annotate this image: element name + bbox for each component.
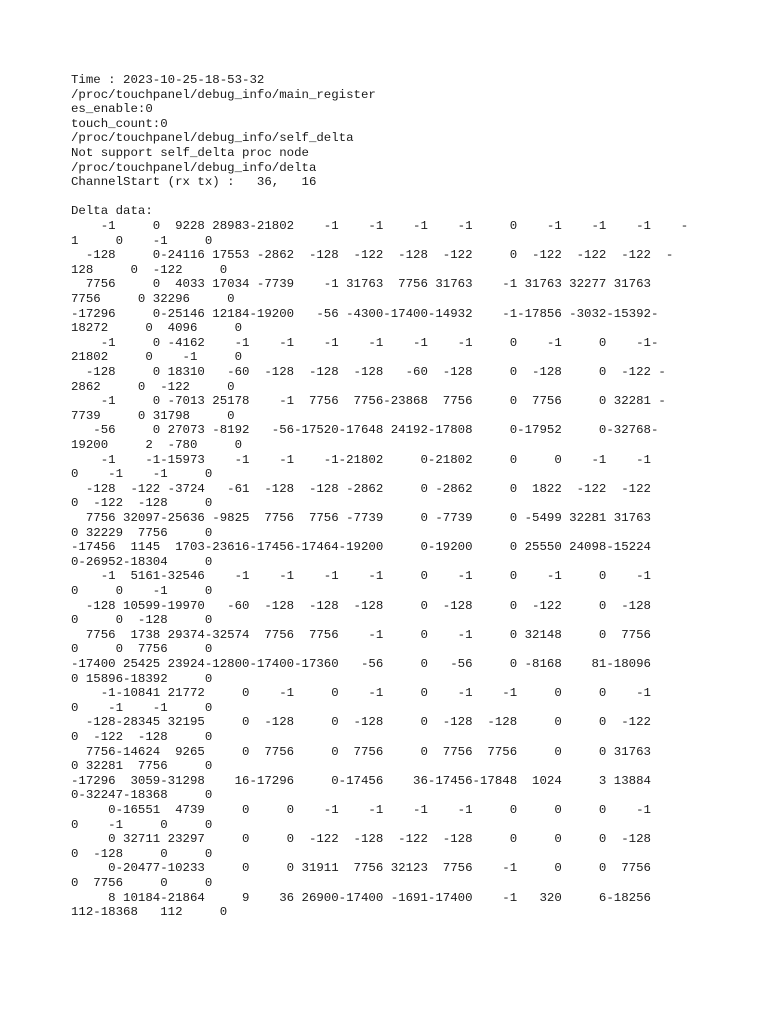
document-line: -56 0 27073 -8192 -56-17520-17648 24192-17808 0-17952 0-32768- [71, 423, 659, 438]
document-line: 0 15896-18392 0 [71, 671, 213, 686]
document-line: 0 0 7756 0 [71, 642, 213, 657]
document-line: -17400 25425 23924-12800-17400-17360 -56 0 -56 0 -8168 81-18096 [71, 657, 651, 671]
document-line: 0 -1 -1 0 [71, 700, 213, 715]
document-line: 7756 0 32296 0 [71, 292, 235, 306]
document-line: 0 -1 -1 0 [71, 467, 213, 482]
document-line: -128 0 18310 -60 -128 -128 -128 -60 -128 0 -128 0 -122 - [71, 365, 666, 379]
document-line: Time : 2023-10-25-18-53-32 [71, 73, 265, 87]
document-line: 2862 0 -122 0 [71, 379, 235, 394]
document-line: 7739 0 31798 0 [71, 408, 235, 423]
document-line: 0 -128 0 0 [71, 846, 213, 861]
document-line: 7756-14624 9265 0 7756 0 7756 0 7756 7756 0 0 31763 [71, 744, 651, 759]
document-line: 18272 0 4096 0 [71, 321, 243, 336]
document-line: -128 10599-19970 -60 -128 -128 -128 0 -128 0 -122 0 -128 [71, 598, 651, 613]
document-line: 0 7756 0 0 [71, 876, 213, 890]
document-line: Delta data: [71, 204, 153, 219]
document-line: 0-26952-18304 0 [71, 554, 213, 569]
document-line: 7756 32097-25636 -9825 7756 7756 -7739 0 -7739 0 -5499 32281 31763 [71, 511, 651, 525]
document-line: /proc/touchpanel/debug_info/self_delta [71, 131, 354, 146]
document-line: -1 0 9228 28983-21802 -1 -1 -1 -1 0 -1 -1 -1 - [71, 219, 689, 233]
document-line: 1 0 -1 0 [71, 233, 213, 248]
document-line: 0-20477-10233 0 0 31911 7756 32123 7756 -1 0 0 7756 [71, 861, 651, 876]
document-line: -128 0-24116 17553 -2862 -128 -122 -128 -122 0 -122 -122 -122 - [71, 248, 674, 263]
document-line: -1 0 -4162 -1 -1 -1 -1 -1 -1 0 -1 0 -1- [71, 335, 659, 350]
document-line: 0 0 -1 0 [71, 584, 213, 598]
document-line: -128 -122 -3724 -61 -128 -128 -2862 0 -2862 0 1822 -122 -122 [71, 481, 651, 496]
document-line: 0 -122 -128 0 [71, 730, 213, 744]
document-line: 7756 1738 29374-32574 7756 7756 -1 0 -1 0 32148 0 7756 [71, 627, 651, 642]
document-line: 0-16551 4739 0 0 -1 -1 -1 -1 0 0 0 -1 [71, 803, 651, 817]
document-line: ChannelStart (rx tx) : 36, 16 [71, 175, 317, 190]
document-line: Not support self_delta proc node [71, 146, 309, 160]
document-line: es_enable:0 [71, 102, 153, 117]
document-line: /proc/touchpanel/debug_info/main_register [71, 87, 376, 102]
document-line: 0 -1 0 0 [71, 817, 213, 832]
document-line: 128 0 -122 0 [71, 262, 228, 277]
document-line: -1 0 -7013 25178 -1 7756 7756-23868 7756 0 7756 0 32281 - [71, 394, 666, 409]
document-line: 0 32711 23297 0 0 -122 -128 -122 -128 0 0 0 -128 [71, 832, 651, 847]
document-line: 8 10184-21864 9 36 26900-17400 -1691-17400 -1 320 6-18256 [71, 890, 651, 905]
document-line: 21802 0 -1 0 [71, 350, 243, 365]
document-line: -1-10841 21772 0 -1 0 -1 0 -1 -1 0 0 -1 [71, 686, 651, 701]
document-line: -1 -1-15973 -1 -1 -1-21802 0-21802 0 0 -1 -1 [71, 452, 651, 467]
document-line: -17296 0-25146 12184-19200 -56 -4300-17400-14932 -1-17856 -3032-15392- [71, 306, 659, 321]
document-line: 0 -122 -128 0 [71, 496, 213, 511]
document-line: -128-28345 32195 0 -128 0 -128 0 -128 -128 0 0 -122 [71, 715, 651, 730]
document-line: /proc/touchpanel/debug_info/delta [71, 160, 317, 175]
document-line: -1 5161-32546 -1 -1 -1 -1 0 -1 0 -1 0 -1 [71, 569, 651, 584]
document-line: 0 32229 7756 0 [71, 525, 213, 540]
document-line: 0-32247-18368 0 [71, 788, 213, 803]
document-line: 112-18368 112 0 [71, 905, 228, 920]
document-line: 7756 0 4033 17034 -7739 -1 31763 7756 31763 -1 31763 32277 31763 [71, 277, 651, 292]
document-line: -17296 3059-31298 16-17296 0-17456 36-17456-17848 1024 3 13884 [71, 773, 651, 788]
document-line: -17456 1145 1703-23616-17456-17464-19200 0-19200 0 25550 24098-15224 [71, 540, 651, 555]
document-line: 0 0 -128 0 [71, 613, 213, 628]
document-line: 0 32281 7756 0 [71, 759, 213, 774]
document-line: 19200 2 -780 0 [71, 438, 243, 452]
document-line: touch_count:0 [71, 116, 168, 131]
